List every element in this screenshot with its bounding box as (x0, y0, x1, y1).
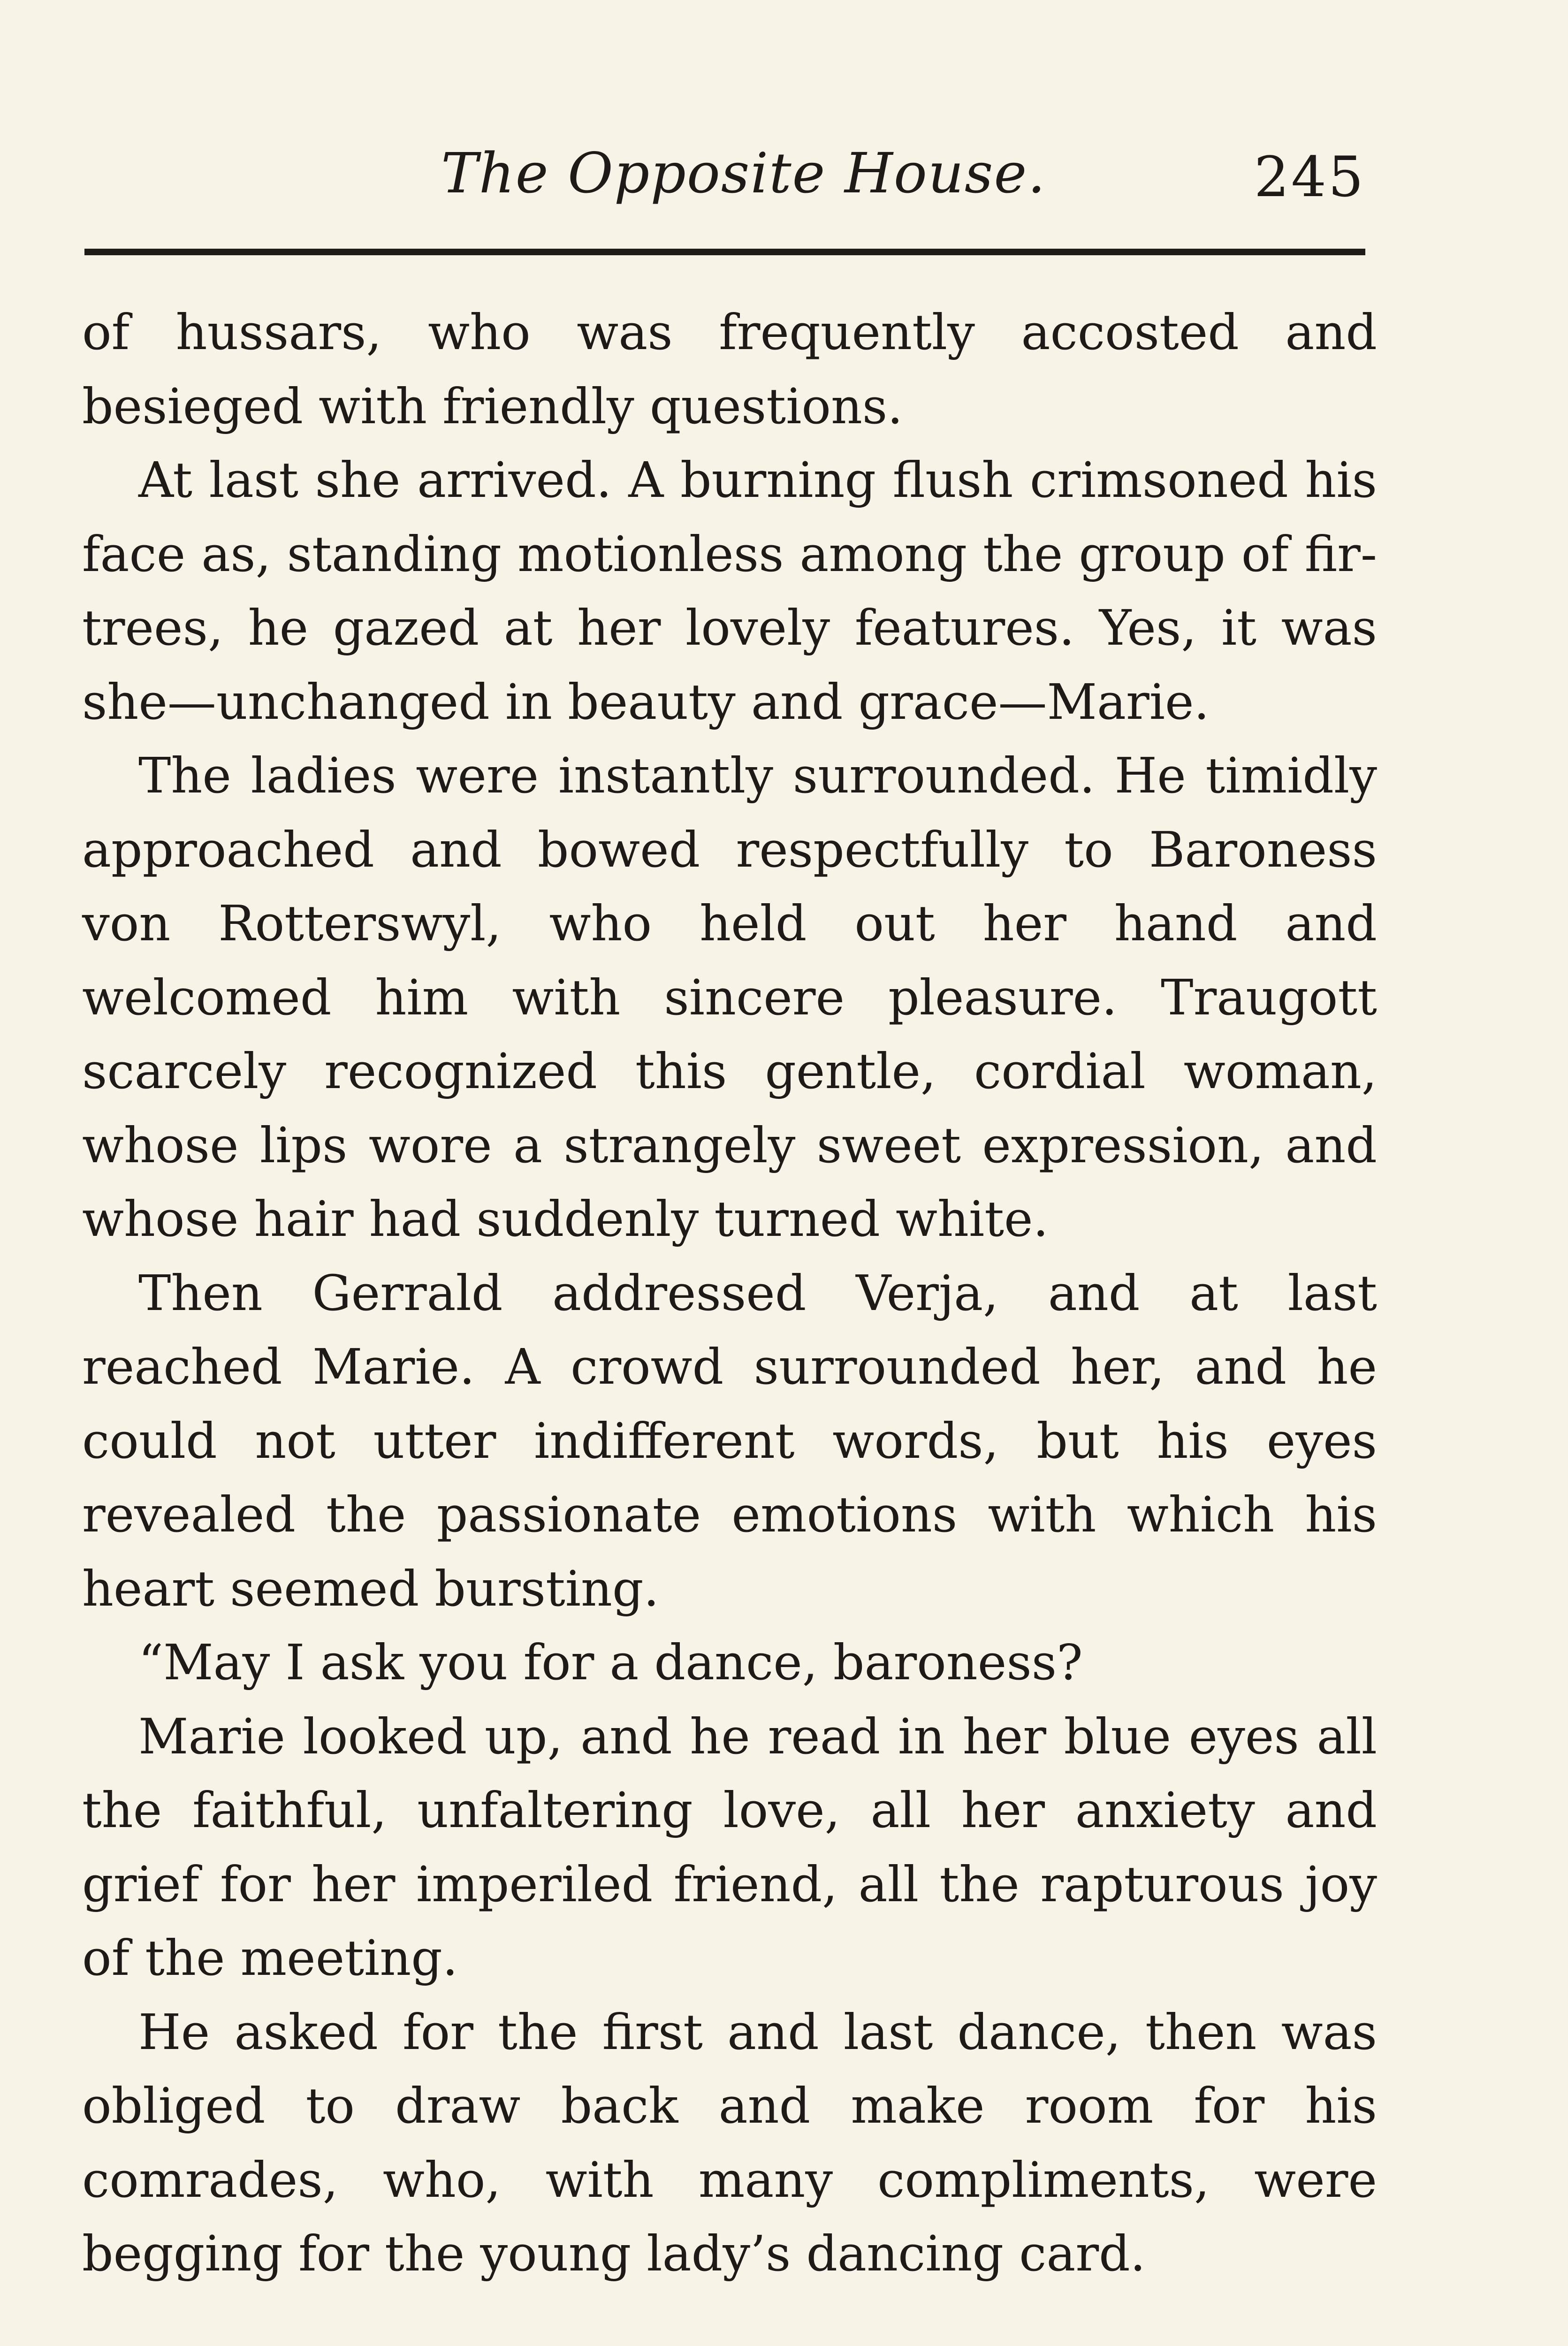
paragraph-6: Marie looked up, and he read in her blue eyes all the faithful, unfaltering love, all her anxiety and grief for her imperiled friend, all the rapturous joy of the meeting. (82, 1707, 1377, 1987)
running-title: The Opposite House. (441, 141, 1046, 206)
paragraph-2: At last she arrived. A burning flush crimsoned his face as, standing motionless among the group of fir-trees, he gazed at her lovely features. Yes, it was she—unchanged in beauty and grace—Marie. (82, 451, 1377, 731)
header-rule (84, 249, 1365, 255)
paragraph-4: Then Gerrald addressed Verja, and at last reached Marie. A crowd surrounded her, and he could not utter indifferent words, but his eyes revealed the passionate emotions with which his heart seemed bursting. (82, 1264, 1377, 1617)
paragraph-3: The ladies were instantly surrounded. He timidly approached and bowed respectfully to Baroness von Rotterswyl, who held out her hand and welcomed him with sincere pleasure. Traugott scarcely recognized this gentle, cordial woman, whose lips wore a strangely sweet expression, and whose hair had suddenly turned white. (82, 747, 1377, 1248)
paragraph-7: He asked for the first and last dance, then was obliged to draw back and make room for his comrades, who, with many compliments, were begging for the young lady’s dancing card. (82, 2003, 1377, 2282)
body-text (82, 296, 1377, 2291)
page-number: 245 (1254, 145, 1365, 209)
paragraph-5: “May I ask you for a dance, baroness? (138, 1634, 1083, 1691)
paragraph-1: of hussars, who was frequently accosted and besieged with friendly questions. (82, 304, 1377, 435)
page-header (84, 136, 1365, 216)
